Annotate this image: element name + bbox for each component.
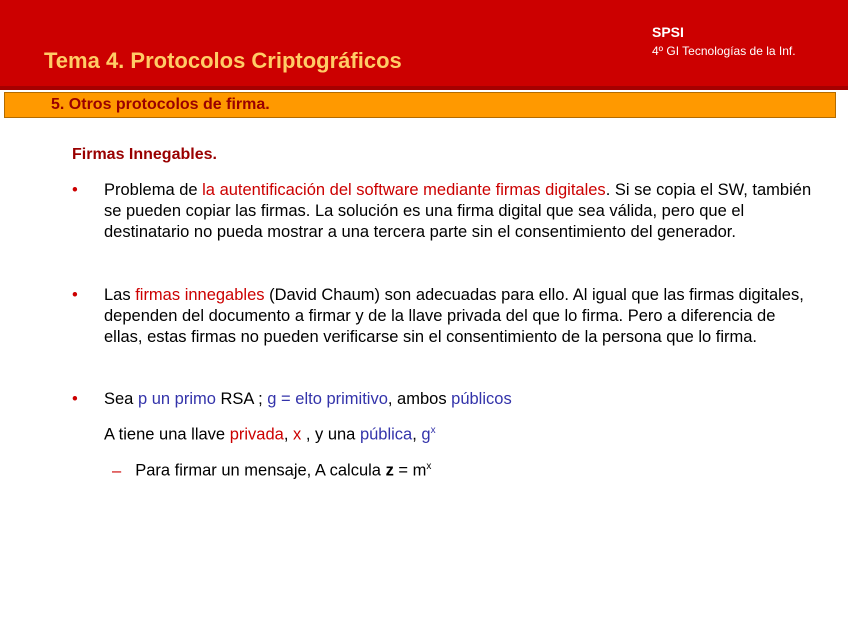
section-bar — [4, 92, 836, 118]
sub-item — [112, 461, 431, 481]
superscript: x — [426, 461, 432, 472]
text-run: Las — [104, 286, 136, 304]
bold-variable: z — [385, 461, 394, 480]
slide-header — [0, 0, 848, 90]
highlight-text: la autentificación del software mediante firmas digitales — [202, 181, 606, 199]
highlight-text: p un primo — [137, 390, 216, 408]
section-title: 5. Otros protocolos de firma. — [51, 96, 270, 113]
highlight-text: firmas innegables — [135, 286, 265, 304]
highlight-text: privada — [229, 425, 284, 444]
bullet-text — [104, 285, 812, 348]
text-run: Para firmar un mensaje, A calcula — [135, 461, 386, 480]
highlight-text: g — [421, 425, 431, 444]
bullet-item — [72, 389, 812, 411]
subheading: Firmas Innegables. — [72, 146, 217, 163]
highlight-text: g = elto primitivo — [267, 390, 388, 408]
text-run: , — [412, 425, 422, 444]
course-label: 4º GI Tecnologías de la Inf. — [652, 44, 796, 58]
text-run: , y una — [301, 425, 360, 444]
text-run: , ambos — [387, 390, 452, 408]
text-run: , — [283, 425, 293, 444]
bullet-dot: • — [72, 286, 78, 304]
text-run: (David Chaum) son adecuadas para ello. Al igual que las firmas digitales, dependen del documento a firmar y de la llave privada del que lo firma. Pero a diferencia de ellas, estas firmas no pueden verificarse sin el consentimiento de la persona que lo firma. — [104, 286, 804, 346]
bullet-dot: • — [72, 181, 78, 199]
text-run: Problema de — [104, 181, 203, 199]
highlight-text: x — [292, 425, 302, 444]
slide-title: Tema 4. Protocolos Criptográficos — [44, 48, 402, 73]
bullet-dot: • — [72, 390, 78, 408]
text-run: = m — [393, 461, 427, 480]
text-run: A tiene una llave — [104, 425, 230, 444]
text-run: . Si se copia el SW, también se pueden copiar las firmas. La solución es una firma digital que sea válida, pero que el destinatario no pueda mostrar a una tercera parte sin el consentimiento del generador. — [104, 181, 812, 241]
superscript: x — [430, 425, 436, 436]
bullet-text — [104, 389, 812, 410]
bullet-text — [104, 180, 812, 243]
dash-marker: – — [112, 461, 122, 480]
key-line — [104, 425, 436, 445]
org-label: SPSI — [652, 24, 684, 40]
highlight-text: pública — [359, 425, 413, 444]
text-run: RSA ; — [215, 390, 268, 408]
text-run: Sea — [104, 390, 138, 408]
highlight-text: públicos — [451, 390, 512, 408]
bullet-item — [72, 180, 812, 268]
bullet-item — [72, 285, 812, 373]
